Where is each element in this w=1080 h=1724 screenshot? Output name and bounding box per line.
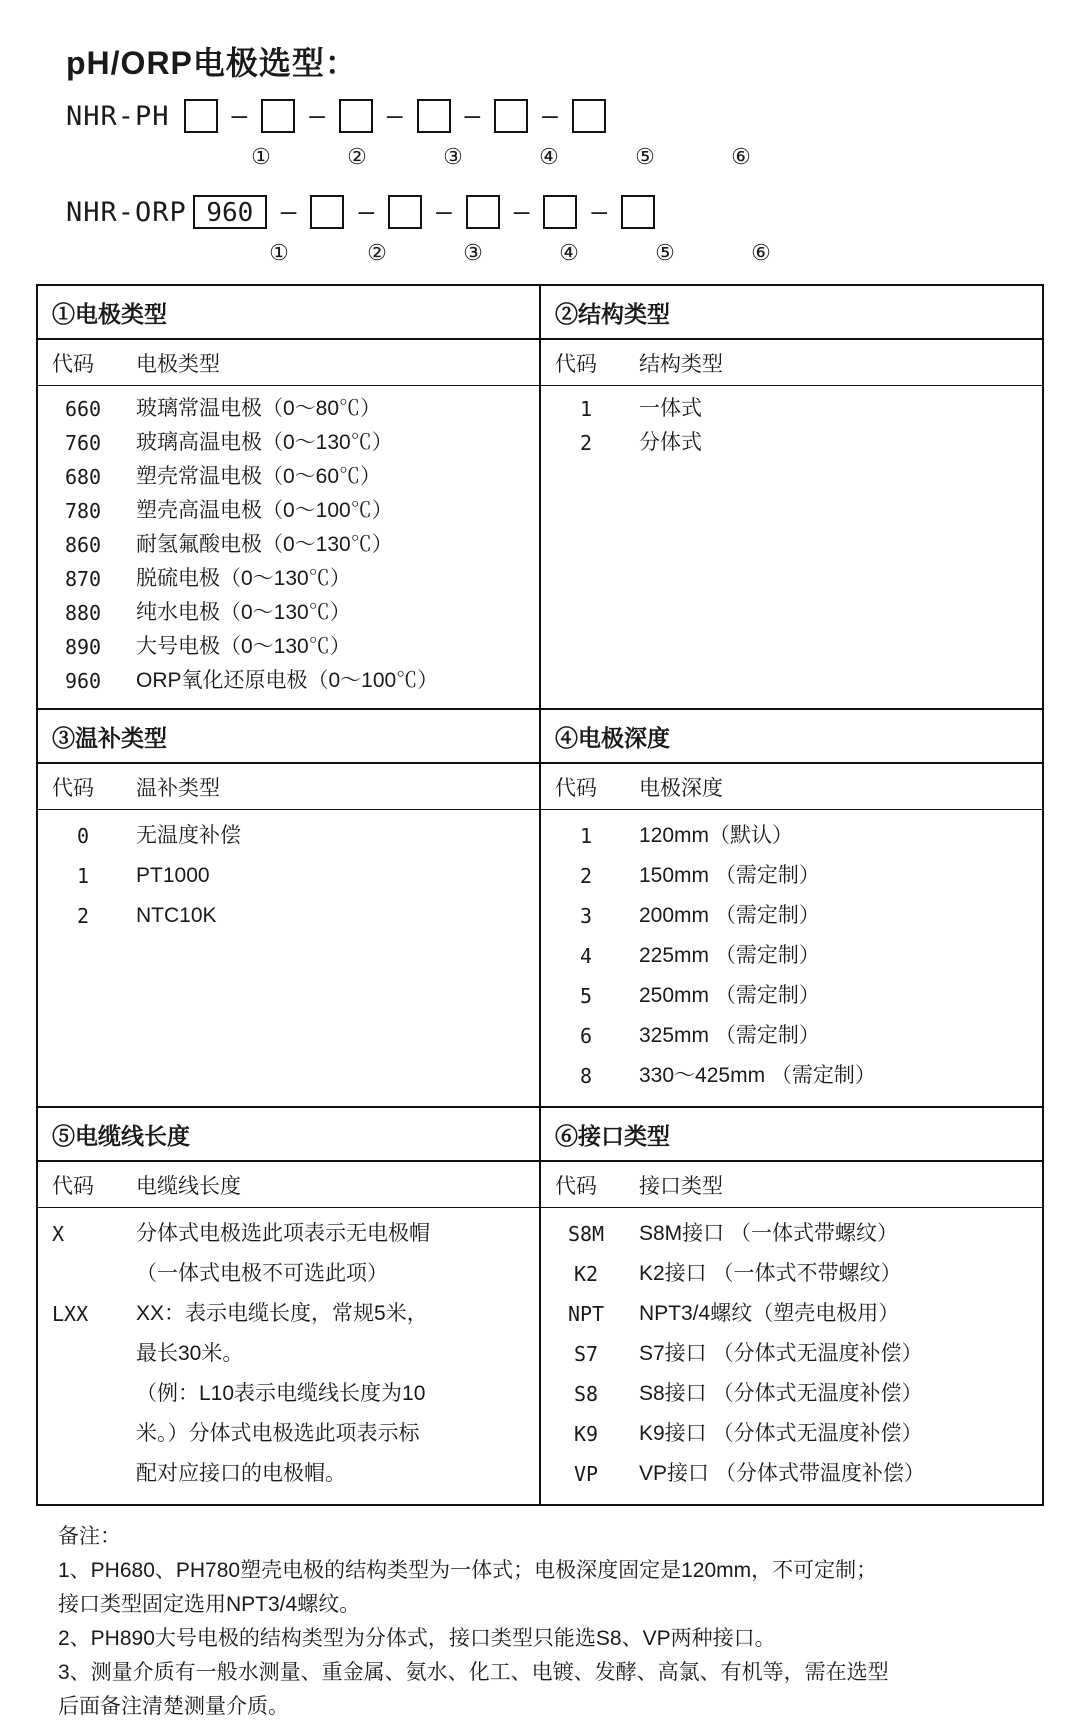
ph-marker-4: ④ [539, 144, 559, 169]
section-header: ②结构类型 [541, 286, 1042, 340]
list-item [38, 426, 539, 460]
list-item [38, 816, 539, 856]
row-value: 塑壳高温电极（0～100℃） [136, 499, 393, 522]
ph-marker-1: ① [251, 144, 271, 169]
dash-separator: — [280, 197, 297, 227]
row-code: 870 [64, 567, 102, 591]
list-item [38, 896, 539, 936]
row-value: 脱硫电极（0～130℃） [136, 567, 351, 590]
orp-box-6[interactable] [621, 195, 655, 229]
orp-marker-6: ⑥ [751, 240, 771, 265]
col-header-value: 接口类型 [639, 1175, 723, 1198]
row-value: 纯水电极（0～130℃） [136, 601, 351, 624]
orp-box-5[interactable] [543, 195, 577, 229]
ph-prefix-label: NHR-PH [66, 100, 170, 132]
row-value: 250mm （需定制） [639, 984, 820, 1007]
row-code: 3 [579, 904, 593, 928]
ph-box-1[interactable] [184, 99, 218, 133]
section-header: ③温补类型 [38, 710, 539, 764]
column-headers [38, 1162, 539, 1208]
ph-box-5[interactable] [494, 99, 528, 133]
orp-marker-2: ② [367, 240, 387, 265]
ph-marker-3: ③ [443, 144, 463, 169]
row-code: S7 [573, 1342, 599, 1366]
list-item [541, 816, 1042, 856]
row-code: 890 [64, 635, 102, 659]
section-body [38, 1208, 539, 1504]
note-line: 3、测量介质有一般水测量、重金属、氨水、化工、电镀、发酵、高氯、有机等，需在选型 [58, 1661, 889, 1684]
row-value: 玻璃高温电极（0～130℃） [136, 431, 393, 454]
row-code: 780 [64, 499, 102, 523]
col-header-code: 代码 [555, 1175, 597, 1198]
row-code: 1 [579, 824, 593, 848]
row-value: ORP氧化还原电极（0～100℃） [136, 669, 439, 692]
row-value-group [136, 1294, 525, 1494]
col-header-value: 电缆线长度 [136, 1175, 241, 1198]
orp-marker-row [66, 236, 1044, 270]
dash-separator: — [464, 101, 481, 131]
row-code: 1 [579, 397, 593, 421]
dash-separator: — [309, 101, 325, 131]
orp-box-1[interactable]: 960 [193, 195, 267, 229]
column-headers [38, 340, 539, 386]
list-item [541, 856, 1042, 896]
row-value: NTC10K [136, 904, 217, 927]
row-code: 8 [579, 1064, 593, 1088]
section-interface-type [540, 1107, 1043, 1505]
list-item [38, 1294, 539, 1494]
row-code: 2 [579, 864, 593, 888]
note-line: 2、PH890大号电极的结构类型为分体式，接口类型只能选S8、VP两种接口。 [58, 1627, 776, 1650]
row-value: 大号电极（0～130℃） [136, 635, 351, 658]
orp-box-3[interactable] [388, 195, 422, 229]
row-code: VP [573, 1462, 599, 1486]
note-line: 接口类型固定选用NPT3/4螺纹。 [58, 1593, 361, 1616]
list-item [541, 1016, 1042, 1056]
row-code: 760 [64, 431, 102, 455]
row-value: 150mm （需定制） [639, 864, 820, 887]
list-item [38, 528, 539, 562]
dash-separator: — [591, 197, 608, 227]
list-item [541, 936, 1042, 976]
row-code: 2 [579, 431, 593, 455]
col-header-value: 温补类型 [136, 777, 220, 800]
row-value: 330～425mm （需定制） [639, 1064, 876, 1087]
row-code: 880 [64, 601, 102, 625]
row-code: NPT [567, 1302, 605, 1326]
ph-box-3[interactable] [339, 99, 373, 133]
model-code-pattern [36, 92, 1044, 270]
list-item [541, 1374, 1042, 1414]
note-line: 后面备注清楚测量介质。 [58, 1695, 289, 1718]
column-headers [541, 1162, 1042, 1208]
section-cable-length [37, 1107, 540, 1505]
ph-box-2[interactable] [261, 99, 295, 133]
orp-box-4[interactable] [466, 195, 500, 229]
dash-separator: — [358, 197, 375, 227]
row-value: 一体式 [639, 397, 702, 420]
list-item [38, 1214, 539, 1294]
note-line: 1、PH680、PH780塑壳电极的结构类型为一体式；电极深度固定是120mm，不可定制； [58, 1559, 878, 1582]
row-code: S8M [567, 1222, 605, 1246]
section-structure-type [540, 285, 1043, 709]
list-item [38, 856, 539, 896]
list-item [38, 664, 539, 698]
row-value-line: 米。）分体式电极选此项表示标 [136, 1422, 420, 1445]
list-item [541, 1214, 1042, 1254]
section-header: ④电极深度 [541, 710, 1042, 764]
section-header: ⑥接口类型 [541, 1108, 1042, 1162]
row-code: S8 [573, 1382, 599, 1406]
dash-separator: — [386, 101, 403, 131]
row-value: 塑壳常温电极（0～60℃） [136, 465, 382, 488]
orp-marker-4: ④ [559, 240, 579, 265]
row-value-line: 分体式电极选此项表示无电极帽 [136, 1222, 430, 1245]
dash-separator: — [513, 197, 530, 227]
orp-box-2[interactable] [310, 195, 344, 229]
list-item [541, 392, 1042, 426]
row-code: 860 [64, 533, 102, 557]
section-header: ⑤电缆线长度 [38, 1108, 539, 1162]
list-item [38, 392, 539, 426]
row-code: 0 [76, 824, 90, 848]
list-item [541, 1454, 1042, 1494]
list-item [541, 976, 1042, 1016]
ph-marker-6: ⑥ [731, 144, 751, 169]
row-value: 耐氢氟酸电极（0～130℃） [136, 533, 393, 556]
row-value: 无温度补偿 [136, 824, 241, 847]
table-row [37, 709, 1043, 1107]
row-value: 分体式 [639, 431, 702, 454]
ph-marker-2: ② [347, 144, 367, 169]
list-item [541, 1294, 1042, 1334]
ph-box-6[interactable] [572, 99, 606, 133]
dash-separator: — [436, 197, 452, 227]
row-value: 120mm（默认） [639, 824, 794, 847]
list-item [541, 1414, 1042, 1454]
row-code: 680 [64, 465, 102, 489]
list-item [38, 630, 539, 664]
row-value: S8M接口 （一体式带螺纹） [639, 1222, 899, 1245]
row-code: 960 [64, 669, 102, 693]
row-value: K9接口 （分体式无温度补偿） [639, 1422, 923, 1445]
list-item [38, 596, 539, 630]
row-value: NPT3/4螺纹（塑壳电极用） [639, 1302, 900, 1325]
row-code: 2 [76, 904, 90, 928]
col-header-value: 结构类型 [639, 353, 723, 376]
dash-separator: — [231, 101, 248, 131]
column-headers [541, 764, 1042, 810]
list-item [541, 1254, 1042, 1294]
notes-label: 备注： [58, 1525, 121, 1548]
section-body [541, 810, 1042, 1106]
row-value: 225mm （需定制） [639, 944, 820, 967]
column-headers [541, 340, 1042, 386]
ph-marker-row [66, 140, 1044, 174]
row-value: K2接口 （一体式不带螺纹） [639, 1262, 902, 1285]
list-item [541, 1334, 1042, 1374]
list-item [38, 562, 539, 596]
row-code: K2 [573, 1262, 599, 1286]
row-code: X [52, 1222, 65, 1246]
orp-code-row [66, 188, 1044, 236]
row-value: 325mm （需定制） [639, 1024, 820, 1047]
col-header-value: 电极类型 [136, 353, 220, 376]
row-value: 玻璃常温电极（0～80℃） [136, 397, 382, 420]
orp-marker-1: ① [269, 240, 289, 265]
section-body [38, 810, 539, 946]
row-code: 660 [64, 397, 102, 421]
row-value-group [136, 1214, 525, 1294]
row-value: S8接口 （分体式无温度补偿） [639, 1382, 923, 1405]
row-value: S7接口 （分体式无温度补偿） [639, 1342, 923, 1365]
row-value: VP接口 （分体式带温度补偿） [639, 1462, 925, 1485]
row-value-line: XX：表示电缆长度，常规5米， [136, 1302, 428, 1325]
list-item [541, 896, 1042, 936]
row-value: 200mm （需定制） [639, 904, 820, 927]
orp-marker-5: ⑤ [655, 240, 675, 265]
table-row [37, 285, 1043, 709]
col-header-code: 代码 [555, 777, 597, 800]
section-body [541, 1208, 1042, 1504]
col-header-code: 代码 [52, 353, 94, 376]
row-code: LXX [52, 1302, 89, 1326]
section-temp-comp-type [37, 709, 540, 1107]
section-header: ①电极类型 [38, 286, 539, 340]
row-value-line: 最长30米。 [136, 1342, 244, 1365]
page-title: pH/ORP电极选型： [66, 45, 358, 81]
list-item [38, 460, 539, 494]
list-item [541, 1056, 1042, 1096]
row-code: 1 [76, 864, 90, 888]
section-electrode-depth [540, 709, 1043, 1107]
row-code: 6 [579, 1024, 593, 1048]
selection-table [36, 284, 1044, 1506]
row-value-line: （例：L10表示电缆线长度为10 [136, 1382, 426, 1405]
column-headers [38, 764, 539, 810]
section-body [38, 386, 539, 708]
row-code: K9 [573, 1422, 599, 1446]
row-value: PT1000 [136, 864, 210, 887]
col-header-code: 代码 [555, 353, 597, 376]
row-code: 5 [579, 984, 593, 1008]
orp-marker-3: ③ [463, 240, 483, 265]
col-header-code: 代码 [52, 1175, 94, 1198]
list-item [541, 426, 1042, 460]
ph-code-row [66, 92, 1044, 140]
ph-marker-5: ⑤ [635, 144, 655, 169]
orp-prefix-label: NHR-ORP [66, 196, 187, 228]
table-row [37, 1107, 1043, 1505]
col-header-value: 电极深度 [639, 777, 723, 800]
col-header-code: 代码 [52, 777, 94, 800]
row-value-line: （一体式电极不可选此项） [136, 1262, 388, 1285]
section-electrode-type [37, 285, 540, 709]
dash-separator: — [542, 101, 558, 131]
row-value-line: 配对应接口的电极帽。 [136, 1462, 346, 1485]
section-body [541, 386, 1042, 470]
list-item [38, 494, 539, 528]
ph-box-4[interactable] [417, 99, 451, 133]
notes-section [58, 1520, 1044, 1724]
row-code: 4 [579, 944, 593, 968]
